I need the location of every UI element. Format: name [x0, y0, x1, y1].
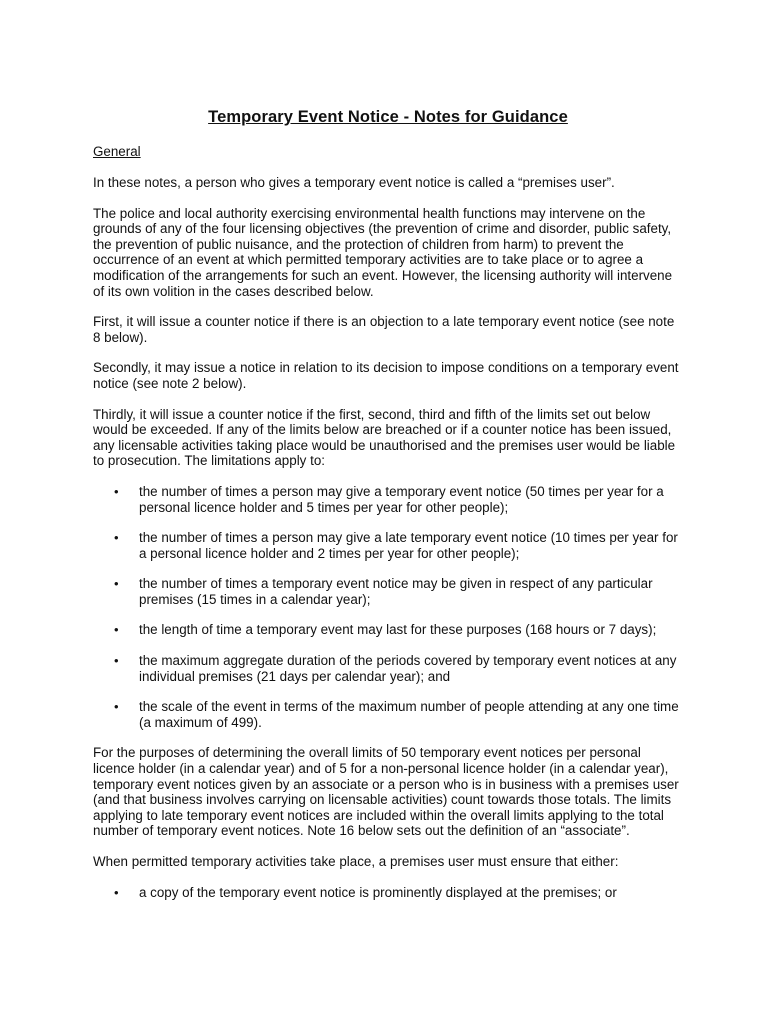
list-item-text: the number of times a temporary event notice may be given in respect of any particular premises (15 times in a calendar year);: [139, 576, 653, 607]
list-item: [93, 653, 683, 684]
paragraph-overall-limits: For the purposes of determining the overall limits of 50 temporary event notices per personal licence holder (in a calendar year) and of 5 for a non-personal licence holder (in a calendar year), temporary event notices given by an associate or a person who is in business with a premises user (and that business involves carrying on licensable activities) count towards those totals. The limits applying to late temporary event notices are included within the overall limits applying to the total number of temporary event notices. Note 16 below sets out the definition of an “associate”.: [93, 745, 679, 839]
list-item: [93, 699, 683, 730]
document-page: [93, 108, 683, 915]
paragraph-display: When permitted temporary activities take place, a premises user must ensure that either:: [93, 854, 619, 869]
bullet-icon: •: [114, 622, 119, 638]
bullet-icon: •: [114, 653, 119, 669]
list-item-text: a copy of the temporary event notice is prominently displayed at the premises; or: [139, 884, 617, 900]
list-item-text: the length of time a temporary event may last for these purposes (168 hours or 7 days);: [139, 622, 657, 638]
display-options-list: [93, 885, 683, 901]
paragraph-secondly: Secondly, it may issue a notice in relation to its decision to impose conditions on a temporary event notice (see note 2 below).: [93, 360, 679, 391]
list-item-text: the number of times a person may give a temporary event notice (50 times per year for a personal licence holder and 5 times per year for other people);: [139, 483, 664, 515]
list-item-text: the maximum aggregate duration of the periods covered by temporary event notices at any individual premises (21 days per calendar year); and: [139, 653, 677, 684]
bullet-icon: •: [114, 699, 119, 715]
section-heading-general: General: [93, 144, 141, 159]
list-item-text: the number of times a person may give a late temporary event notice (10 times per year for a personal licence holder and 2 times per year for other people);: [139, 530, 678, 561]
list-item: [93, 530, 683, 561]
list-item: [93, 885, 683, 901]
list-item: [93, 484, 683, 515]
list-item-text: the scale of the event in terms of the maximum number of people attending at any one time (a maximum of 499).: [139, 699, 679, 730]
bullet-icon: •: [114, 576, 119, 592]
paragraph-thirdly: Thirdly, it will issue a counter notice if the first, second, third and fifth of the limits set out below would be exceeded. If any of the limits below are breached or if a counter notice has been issued, any licensable activities taking place would be unauthorised and the premises user would be liable to prosecution. The limitations apply to:: [93, 406, 676, 469]
bullet-icon: •: [114, 483, 119, 499]
paragraph-premises-user: In these notes, a person who gives a temporary event notice is called a “premises user”.: [93, 175, 615, 190]
paragraph-first: First, it will issue a counter notice if there is an objection to a late temporary event notice (see note 8 below).: [93, 314, 675, 345]
list-item: [93, 576, 683, 607]
bullet-icon: •: [114, 884, 119, 900]
document-title: Temporary Event Notice - Notes for Guidance: [208, 108, 568, 126]
paragraph-intervention: The police and local authority exercising environmental health functions may intervene on the grounds of any of the four licensing objectives (the prevention of crime and disorder, public safety, the prevention of public nuisance, and the protection of children from harm) to prevent the occurrence of an event at which permitted temporary activities are to take place or to agree a modification of the arrangements for such an event. However, the licensing authority will intervene of its own volition in the cases described below.: [93, 205, 673, 299]
list-item: [93, 622, 683, 638]
limits-list: [93, 484, 683, 731]
bullet-icon: •: [114, 530, 119, 546]
